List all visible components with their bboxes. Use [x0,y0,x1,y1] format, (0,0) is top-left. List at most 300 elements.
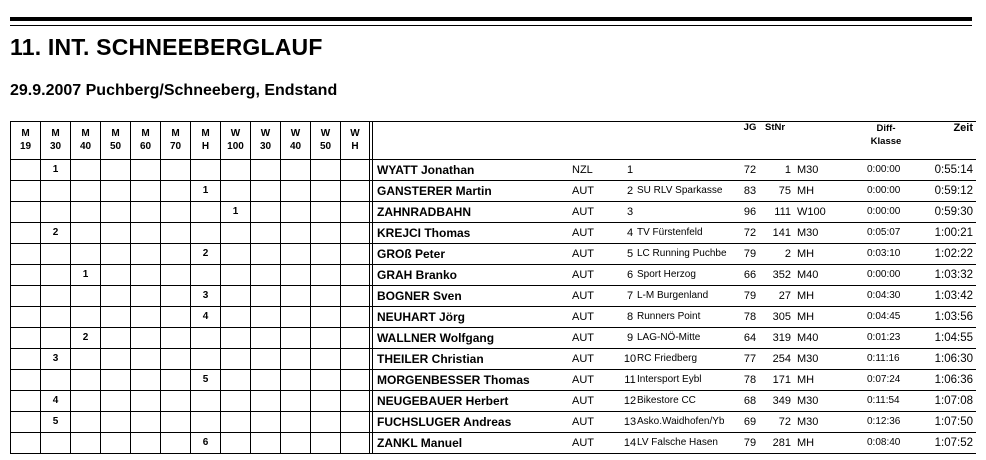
class-rank-cell [220,391,250,411]
club-name: Bikestore CC [637,395,696,406]
class-rank-cell [220,349,250,369]
class-rank-cell [10,223,40,243]
class-rank-cell [310,307,340,327]
page-subtitle: 29.9.2007 Puchberg/Schneeberg, Endstand [10,82,338,99]
class-rank-cell [280,433,310,453]
class-rank-cell [280,286,310,306]
header-zeit: Zeit [953,122,973,134]
runner-name: BOGNER Sven [377,289,462,303]
class-rank-cell [220,433,250,453]
table-row [10,307,976,328]
top-rule-thick [10,17,972,21]
nation: AUT [572,227,594,239]
class-rank-cell [220,307,250,327]
class-rank-cell [100,349,130,369]
overall-rank: 10 [623,353,637,365]
class-header-gender: M [81,128,90,139]
class-header-cell [160,122,190,159]
header-stnr: StNr [765,122,786,133]
class-header-age: 40 [289,141,302,152]
class-rank-cell [130,412,160,432]
class-rank-cell [220,181,250,201]
class-rank-cell [130,181,160,201]
table-row [10,160,976,181]
age-class: MH [797,290,815,302]
nation: AUT [572,311,594,323]
class-rank-cell [70,433,100,453]
class-rank-cell [220,160,250,180]
class-rank-cell: 4 [40,391,70,411]
table-row [10,286,976,307]
class-rank-cell [340,370,370,390]
start-number: 72 [778,416,791,428]
class-header-cell [190,122,220,159]
header-diff-line2: Klasse [870,136,902,147]
class-rank-cell [70,370,100,390]
birth-year: 69 [743,416,757,428]
class-gap: 0:00:00 [867,164,901,175]
class-gap: 0:11:54 [867,395,900,406]
birth-year: 83 [743,185,757,197]
class-header-gender: W [230,128,241,139]
class-rank-cell [250,412,280,432]
class-rank-cell [250,286,280,306]
overall-rank: 8 [626,311,634,323]
start-number: 305 [772,311,791,323]
class-rank-cell [40,202,70,222]
club-name: Sport Herzog [637,269,696,280]
class-rank-cell [250,181,280,201]
class-rank-cell [310,391,340,411]
class-rank-cell [160,160,190,180]
class-rank-cell: 2 [70,328,100,348]
class-rank-cell [280,412,310,432]
class-rank-cell [10,370,40,390]
overall-rank: 11 [624,374,636,386]
overall-rank: 5 [626,248,634,260]
birth-year: 79 [743,248,757,260]
class-header-age: 40 [79,141,92,152]
class-rank-cell [70,223,100,243]
age-class: M40 [797,332,819,344]
class-rank-cell [10,433,40,453]
class-header-age: 30 [49,141,62,152]
class-header-cell [100,122,130,159]
finish-time: 1:07:52 [934,437,973,449]
club-name: LAG-NÖ-Mitte [637,332,701,343]
class-rank-cell [40,286,70,306]
class-rank-cell [10,349,40,369]
class-rank-cell [280,181,310,201]
nation: AUT [572,437,594,449]
nation: AUT [572,395,594,407]
table-row [10,433,976,454]
row-data-area [372,244,976,264]
start-number: 281 [772,437,791,449]
class-rank-cell [160,223,190,243]
class-rank-cell [310,349,340,369]
runner-name: MORGENBESSER Thomas [377,373,530,387]
class-header-age: 50 [319,141,332,152]
class-rank-cell [70,181,100,201]
start-number: 111 [774,206,791,218]
class-rank-cell [130,307,160,327]
class-gap: 0:01:23 [867,332,901,343]
finish-time: 0:55:14 [934,164,973,176]
class-rank-cell [310,160,340,180]
class-rank-cell [160,265,190,285]
class-rank-cell [280,370,310,390]
age-class: MH [797,185,815,197]
class-rank-cell [280,349,310,369]
class-rank-cell [130,391,160,411]
birth-year: 66 [743,269,757,281]
class-rank-cell [280,223,310,243]
table-row [10,391,976,412]
finish-time: 1:02:22 [934,248,973,260]
class-rank-cell [310,265,340,285]
start-number: 349 [772,395,791,407]
birth-year: 79 [743,290,757,302]
club-name: LV Falsche Hasen [637,437,718,448]
class-rank-cell [340,349,370,369]
club-name: TV Fürstenfeld [637,227,703,238]
class-header-cell [10,122,40,159]
class-rank-cell [340,433,370,453]
class-rank-cell [280,265,310,285]
start-number: 352 [772,269,791,281]
class-rank-cell [310,433,340,453]
class-rank-cell [160,328,190,348]
class-rank-cell [160,181,190,201]
start-number: 1 [784,164,791,176]
class-rank-cell [100,412,130,432]
class-rank-cell [130,349,160,369]
class-rank-cell [160,286,190,306]
class-rank-cell [160,307,190,327]
class-rank-cell [130,244,160,264]
row-data-area [372,307,976,327]
class-rank-cell: 6 [190,433,220,453]
class-rank-cell [340,265,370,285]
class-rank-cell [340,412,370,432]
class-rank-cell [340,391,370,411]
class-rank-cell [250,370,280,390]
class-header-age: H [351,141,359,152]
class-header-age: 30 [259,141,272,152]
table-row [10,370,976,391]
birth-year: 78 [743,311,757,323]
table-row [10,265,976,286]
class-header-gender: M [111,128,120,139]
class-rank-cell [40,181,70,201]
runner-name: GRAH Branko [377,268,458,282]
table-body [10,160,976,454]
class-gap: 0:11:16 [867,353,900,364]
overall-rank: 3 [626,206,634,218]
overall-rank: 6 [626,269,634,281]
class-rank-cell: 5 [40,412,70,432]
class-rank-cell [70,160,100,180]
class-rank-cell [190,391,220,411]
header-diff-klasse [861,122,911,148]
class-rank-cell [160,391,190,411]
start-number: 27 [778,290,791,302]
class-rank-cell [100,286,130,306]
table-row [10,202,976,223]
class-gap: 0:07:24 [867,374,901,385]
class-rank-cell [250,328,280,348]
nation: AUT [572,374,594,386]
nation: AUT [572,269,594,281]
overall-rank: 12 [623,395,637,407]
class-header-cell [250,122,280,159]
class-rank-cell [100,265,130,285]
finish-time: 0:59:12 [934,185,973,197]
class-rank-cell: 4 [190,307,220,327]
class-header-cell [280,122,310,159]
finish-time: 1:03:32 [934,269,973,281]
class-rank-cell [280,391,310,411]
class-header-gender: M [141,128,150,139]
class-rank-cell: 1 [40,160,70,180]
start-number: 141 [772,227,791,239]
birth-year: 68 [743,395,757,407]
header-diff-line1: Diff- [876,123,896,134]
class-header-gender: M [201,128,210,139]
class-header-cell [340,122,370,159]
class-rank-cell [220,265,250,285]
class-rank-cell [250,391,280,411]
birth-year: 96 [743,206,757,218]
class-rank-cell: 5 [190,370,220,390]
finish-time: 1:00:21 [934,227,973,239]
class-rank-cell [10,202,40,222]
class-rank-cell [280,307,310,327]
header-data-area [372,122,976,159]
top-rule-thin [10,25,972,26]
class-rank-cell [280,244,310,264]
start-number: 254 [772,353,791,365]
birth-year: 72 [743,164,757,176]
class-rank-cell [310,286,340,306]
nation: AUT [572,248,594,260]
class-rank-cell: 3 [190,286,220,306]
class-rank-cell [220,286,250,306]
class-header-gender: M [171,128,180,139]
class-rank-cell [250,265,280,285]
class-rank-cell [100,160,130,180]
club-name: L-M Burgenland [637,290,709,301]
birth-year: 79 [743,437,757,449]
class-rank-cell [70,244,100,264]
runner-name: NEUGEBAUER Herbert [377,394,509,408]
class-rank-cell [160,370,190,390]
class-gap: 0:05:07 [867,227,901,238]
class-header-gender: W [260,128,271,139]
class-rank-cell [220,370,250,390]
row-data-area [372,433,976,453]
nation: AUT [572,353,594,365]
class-rank-cell [190,265,220,285]
class-gap: 0:04:30 [867,290,901,301]
class-header-gender: W [320,128,331,139]
row-data-area [372,286,976,306]
finish-time: 1:04:55 [934,332,973,344]
row-data-area [372,349,976,369]
class-rank-cell [340,160,370,180]
class-rank-cell [310,370,340,390]
class-rank-cell [130,160,160,180]
class-rank-cell [190,328,220,348]
class-rank-cell [280,328,310,348]
overall-rank: 9 [626,332,634,344]
class-rank-cell [70,202,100,222]
class-rank-cell [340,244,370,264]
class-rank-cell [100,244,130,264]
class-rank-cell [160,433,190,453]
class-rank-cell [40,370,70,390]
class-rank-cell [190,412,220,432]
class-rank-cell [280,202,310,222]
table-row [10,412,976,433]
class-rank-cell [220,244,250,264]
class-rank-cell [310,223,340,243]
row-data-area [372,181,976,201]
class-rank-cell [250,223,280,243]
start-number: 319 [772,332,791,344]
class-rank-cell [190,349,220,369]
row-data-area [372,328,976,348]
class-rank-cell [160,244,190,264]
class-header-cell [310,122,340,159]
class-rank-cell [10,286,40,306]
class-header-gender: M [51,128,60,139]
age-class: M40 [797,269,819,281]
age-class: MH [797,437,815,449]
class-header-gender: W [350,128,360,139]
class-rank-cell [100,391,130,411]
row-data-area [372,412,976,432]
row-data-area [372,202,976,222]
class-rank-cell [340,202,370,222]
class-rank-cell [40,433,70,453]
birth-year: 78 [743,374,757,386]
class-rank-cell [190,202,220,222]
overall-rank: 14 [623,437,637,449]
class-rank-cell: 3 [40,349,70,369]
class-gap: 0:00:00 [867,185,901,196]
class-header-cell [220,122,250,159]
class-gap: 0:03:10 [867,248,901,259]
class-rank-cell [310,328,340,348]
class-header-age: 50 [109,141,122,152]
class-rank-cell [130,328,160,348]
runner-name: WALLNER Wolfgang [377,331,495,345]
class-rank-cell [40,307,70,327]
runner-name: ZANKL Manuel [377,436,463,450]
age-class: MH [797,374,815,386]
nation: AUT [572,290,594,302]
class-rank-cell [310,181,340,201]
class-rank-cell [70,286,100,306]
class-rank-cell: 2 [190,244,220,264]
age-class: MH [797,311,815,323]
class-header-cell [70,122,100,159]
class-gap: 0:04:45 [867,311,901,322]
table-row [10,181,976,202]
overall-rank: 4 [626,227,634,239]
class-gap: 0:12:36 [867,416,901,427]
class-rank-cell [340,307,370,327]
class-rank-cell [70,391,100,411]
row-data-area [372,160,976,180]
class-rank-cell [250,202,280,222]
finish-time: 0:59:30 [934,206,973,218]
runner-name: FUCHSLUGER Andreas [377,415,512,429]
class-rank-cell: 1 [220,202,250,222]
finish-time: 1:06:30 [934,353,973,365]
class-rank-cell [250,307,280,327]
class-rank-cell [40,244,70,264]
class-rank-cell [100,181,130,201]
class-rank-cell [250,244,280,264]
table-row [10,349,976,370]
class-rank-cell [220,223,250,243]
birth-year: 72 [743,227,757,239]
club-name: SU RLV Sparkasse [637,185,723,196]
class-header-gender: M [21,128,30,139]
finish-time: 1:03:42 [934,290,973,302]
age-class: M30 [797,164,819,176]
nation: AUT [572,185,594,197]
finish-time: 1:07:50 [934,416,973,428]
class-rank-cell [190,160,220,180]
class-header-age: 60 [139,141,152,152]
class-rank-cell [160,412,190,432]
class-rank-cell [310,412,340,432]
class-gap: 0:08:40 [867,437,901,448]
runner-name: THEILER Christian [377,352,484,366]
class-rank-cell [250,160,280,180]
class-rank-cell [130,202,160,222]
class-rank-cell [70,412,100,432]
finish-time: 1:07:08 [934,395,973,407]
start-number: 2 [784,248,791,260]
class-header-cell [130,122,160,159]
runner-name: ZAHNRADBAHN [377,205,471,219]
class-rank-cell [100,307,130,327]
row-data-area [372,265,976,285]
club-name: LC Running Puchbe [637,248,727,259]
nation: AUT [572,416,594,428]
class-rank-cell [10,412,40,432]
class-rank-cell: 1 [70,265,100,285]
page-title: 11. INT. SCHNEEBERGLAUF [10,34,323,60]
class-rank-cell [70,349,100,369]
age-class: M30 [797,395,819,407]
class-rank-cell [280,160,310,180]
class-rank-cell [100,370,130,390]
class-rank-cell [250,349,280,369]
class-rank-cell [40,328,70,348]
class-header-gender: W [290,128,301,139]
class-rank-cell [10,265,40,285]
class-rank-cell [340,181,370,201]
birth-year: 64 [743,332,757,344]
finish-time: 1:06:36 [934,374,973,386]
class-rank-cell [40,265,70,285]
